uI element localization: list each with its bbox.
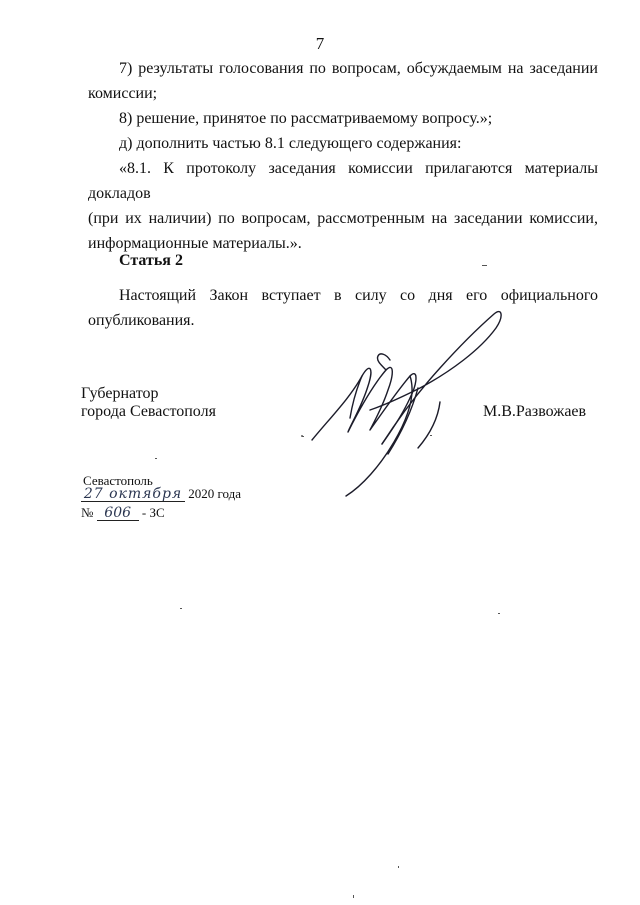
signing-year: 2020 года xyxy=(188,486,242,501)
item-8-paragraph: 8) решение, принятое по рассматриваемому вопросу.»; xyxy=(119,110,493,127)
scan-speck xyxy=(398,866,399,868)
article-2-heading: Статья 2 xyxy=(119,252,183,269)
signatory-title-line-1: Губернатор xyxy=(81,385,159,402)
article-2-line-1: Настоящий Закон вступает в силу со дня его официального xyxy=(119,287,598,304)
part-8-1-line-2: (при их наличии) по вопросам, рассмотренным на заседании комиссии, xyxy=(88,210,598,227)
scan-speck xyxy=(180,608,182,609)
part-8-1-line-1: «8.1. К протоколу заседания комиссии прилагаются материалы докладов xyxy=(88,160,598,202)
page-number: 7 xyxy=(315,34,325,53)
item-7-paragraph xyxy=(88,56,598,106)
number-suffix: - ЗС xyxy=(141,505,165,520)
scan-speck xyxy=(430,435,432,436)
part-8-1-line-3: информационные материалы.». xyxy=(88,235,302,252)
signing-city: Севастополь xyxy=(83,473,153,488)
number-sign: № xyxy=(81,505,94,520)
item-7-line-2: комиссии; xyxy=(88,85,158,102)
item-d-paragraph: д) дополнить частью 8.1 следующего содержания: xyxy=(119,135,462,152)
law-number-line xyxy=(81,505,165,521)
handwritten-date: 27 октября xyxy=(81,487,185,502)
scan-speck xyxy=(302,436,304,437)
handwritten-law-number: 606 xyxy=(97,506,139,521)
signatory-title xyxy=(81,385,216,421)
signatory-name: М.В.Развожаев xyxy=(483,403,587,420)
signing-date-line xyxy=(81,486,241,502)
handwritten-signature xyxy=(290,298,510,508)
scan-speck xyxy=(482,265,487,266)
scan-speck xyxy=(498,613,500,614)
article-2-line-2: опубликования. xyxy=(88,312,195,329)
scan-speck xyxy=(155,458,157,459)
scan-speck xyxy=(353,895,354,898)
part-8-1-paragraph xyxy=(88,156,598,256)
item-7-line-1: 7) результаты голосования по вопросам, обсуждаемым на заседании xyxy=(119,60,598,77)
signatory-title-line-2: города Севастополя xyxy=(81,403,216,420)
